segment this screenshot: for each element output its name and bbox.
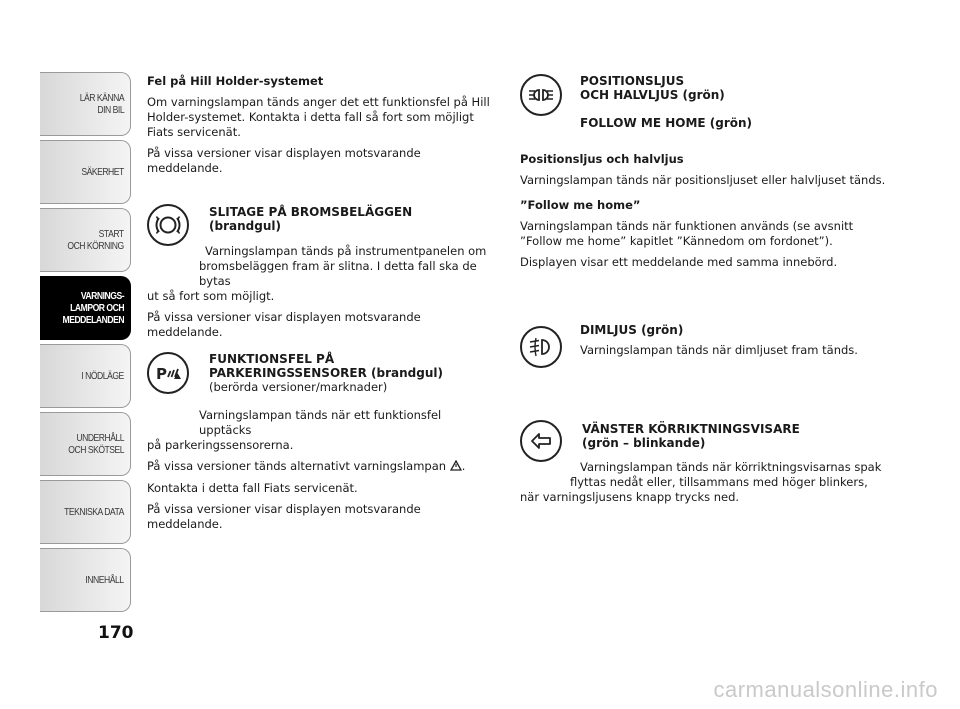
brake-body (147, 244, 497, 340)
position-lights-icon (520, 74, 562, 116)
position-title-2: OCH HALVLJUS (580, 88, 679, 102)
paragraph: ut så fort som möjligt. (147, 289, 275, 303)
parking-body (147, 408, 497, 538)
brake-title: SLITAGE PÅ BROMSBELÄGGEN (209, 205, 413, 219)
page-number: 170 (98, 623, 134, 643)
parking-sensor-icon (147, 352, 189, 394)
front-fog-light-icon (520, 326, 562, 368)
position-title-1: POSITIONSLJUS (580, 74, 685, 88)
paragraph-text: På vissa versioner tänds alternativt varningslampan (147, 459, 447, 473)
paragraph: Kontakta i detta fall Fiats servicenät. (147, 481, 358, 495)
tab-i-nodlage[interactable] (40, 344, 131, 408)
brake-pad-wear-icon (147, 204, 189, 246)
tab-tekniska-data[interactable] (40, 480, 131, 544)
position-color: (grön) (682, 88, 725, 102)
paragraph (147, 459, 497, 475)
paragraph: när varningsljusens knapp trycks ned. (520, 490, 740, 504)
tab-label: SÄKERHET (81, 166, 124, 178)
paragraph: Varningslampan tänds när positionsljuset eller halvljuset tänds. (520, 173, 886, 187)
turn-body (520, 460, 890, 505)
paragraph: Om varningslampan tänds anger det ett funktionsfel på Hill Holder-systemet. Kontakta i detta fall så fort som möjligt Fiats servicenät. (147, 95, 490, 139)
tab-label: INNEHÅLL (85, 574, 124, 586)
parking-color: (brandgul) (371, 366, 443, 380)
tab-label: VARNINGS- LAMPOR OCH MEDDELANDEN (62, 290, 124, 326)
tab-label: I NÖDLÄGE (81, 370, 124, 382)
brake-title-block (209, 205, 499, 233)
turn-title: VÄNSTER KÖRRIKTNINGSVISARE (582, 422, 800, 436)
follow-me-home-title: FOLLOW ME HOME (580, 116, 706, 130)
subheading: ”Follow me home” (520, 198, 641, 212)
subheading: Positionsljus och halvljus (520, 152, 684, 166)
tab-start-och-korning[interactable] (40, 208, 131, 272)
fog-title: DIMLJUS (580, 323, 637, 337)
follow-me-home-color: (grön) (709, 116, 753, 130)
hill-holder-section (147, 74, 497, 182)
paragraph: Varningslampan tänds när körriktningsvisarnas spak (580, 460, 882, 474)
paragraph: på parkeringssensorerna. (147, 438, 294, 452)
paragraph: På vissa versioner visar displayen motsvarande meddelande. (147, 146, 421, 175)
tab-label: UNDERHÅLL OCH SKÖTSEL (68, 432, 124, 456)
turn-title-block (582, 422, 882, 450)
tab-varningslampor[interactable] (40, 276, 131, 340)
tab-label: LÄR KÄNNA DIN BIL (79, 92, 124, 116)
svg-text:P: P (156, 365, 167, 383)
paragraph: flyttas nedåt eller, tillsammans med höger blinkers, (570, 475, 868, 489)
tab-lar-kanna-din-bil[interactable] (40, 72, 131, 136)
parking-title-2: PARKERINGSSENSORER (209, 366, 367, 380)
warning-triangle-icon (450, 460, 462, 475)
tab-label: START OCH KÖRNING (67, 228, 124, 252)
turn-color: (grön – blinkande) (582, 436, 706, 450)
position-body (520, 152, 890, 276)
paragraph-end: . (461, 459, 466, 473)
brake-color: (brandgul) (209, 219, 281, 233)
tab-label: TEKNISKA DATA (64, 506, 124, 518)
paragraph: Varningslampan tänds när dimljuset fram tänds. (580, 343, 858, 357)
tab-underhall[interactable] (40, 412, 131, 476)
section-title: Fel på Hill Holder-systemet (147, 74, 324, 88)
tab-sakerhet[interactable] (40, 140, 131, 204)
tab-innehall[interactable] (40, 548, 131, 612)
paragraph: Varningslampan tänds när funktionen används (se avsnitt ”Follow me home” kapitlet ”Kännedom om fordonet”). (520, 219, 854, 248)
paragraph: Varningslampan tänds på instrumentpanelen om (205, 244, 487, 258)
position-title-block (580, 74, 880, 130)
parking-title-block (209, 352, 499, 395)
paragraph: På vissa versioner visar displayen motsvarande meddelande. (147, 502, 421, 531)
paragraph: bromsbeläggen fram är slitna. I detta fall ska de bytas (199, 259, 477, 288)
parking-note: (berörda versioner/marknader) (209, 380, 388, 394)
fog-color: (grön) (641, 323, 684, 337)
paragraph: Varningslampan tänds när ett funktionsfel upptäcks (199, 408, 442, 437)
fog-block (580, 323, 880, 358)
paragraph: Displayen visar ett meddelande med samma innebörd. (520, 255, 838, 269)
parking-title-1: FUNKTIONSFEL PÅ (209, 352, 335, 366)
paragraph: På vissa versioner visar displayen motsvarande meddelande. (147, 310, 421, 339)
left-turn-signal-icon (520, 420, 562, 462)
watermark: carmanualsonline.info (713, 677, 938, 702)
